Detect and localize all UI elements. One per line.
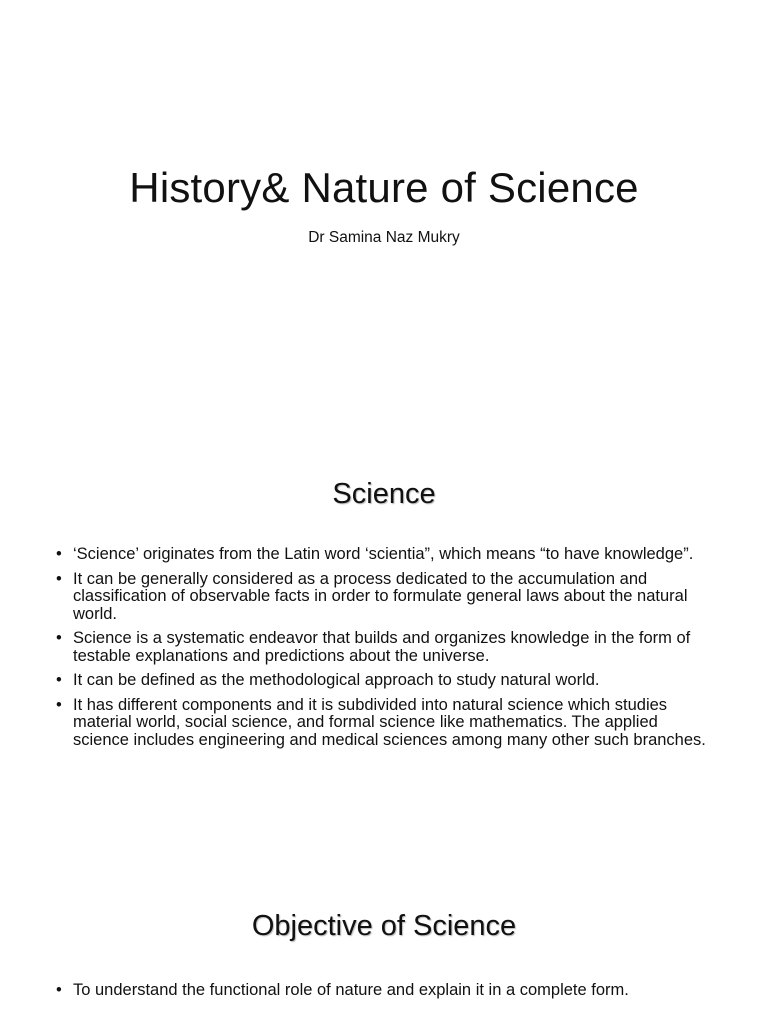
science-bullet-3 — [56, 630, 716, 665]
bullet-text: To understand the functional role of nature and explain it in a complete form. — [73, 981, 629, 999]
bullet-text: It has different components and it is subdivided into natural science which studies material world, social science, and formal science like mathematics. The applied science includes engineering and medical sciences among many other such branches. — [73, 695, 706, 749]
bullet-icon: • — [56, 629, 62, 647]
science-bullet-4 — [56, 672, 716, 690]
bullet-icon: • — [56, 981, 62, 999]
science-bullet-1 — [56, 546, 716, 564]
bullet-icon: • — [56, 671, 62, 689]
bullet-text: ‘Science’ originates from the Latin word ‘scientia”, which means “to have knowledge”. — [73, 545, 694, 563]
bullet-text: It can be defined as the methodological approach to study natural world. — [73, 671, 600, 689]
presentation-title: History& Nature of Science — [129, 164, 639, 211]
science-bullet-5 — [56, 697, 716, 750]
objective-bullet-1 — [56, 982, 716, 1000]
bullet-icon: • — [56, 569, 62, 588]
bullet-text: Science is a systematic endeavor that builds and organizes knowledge in the form of testable explanations and predictions about the universe. — [73, 629, 691, 665]
bullet-text: It can be generally considered as a process dedicated to the accumulation and classification of observable facts in order to formulate general laws about the natural world. — [73, 569, 688, 623]
objective-slide — [0, 864, 768, 1024]
science-heading: Science — [332, 478, 436, 510]
bullet-icon: • — [56, 695, 62, 714]
title-slide — [0, 0, 768, 432]
science-bullet-2 — [56, 571, 716, 624]
objective-bullet-list — [56, 982, 716, 1007]
science-bullet-list — [56, 546, 716, 756]
author-name: Dr Samina Naz Mukry — [308, 229, 460, 246]
objective-heading: Objective of Science — [251, 910, 517, 942]
science-slide — [0, 432, 768, 864]
bullet-icon: • — [56, 545, 62, 563]
